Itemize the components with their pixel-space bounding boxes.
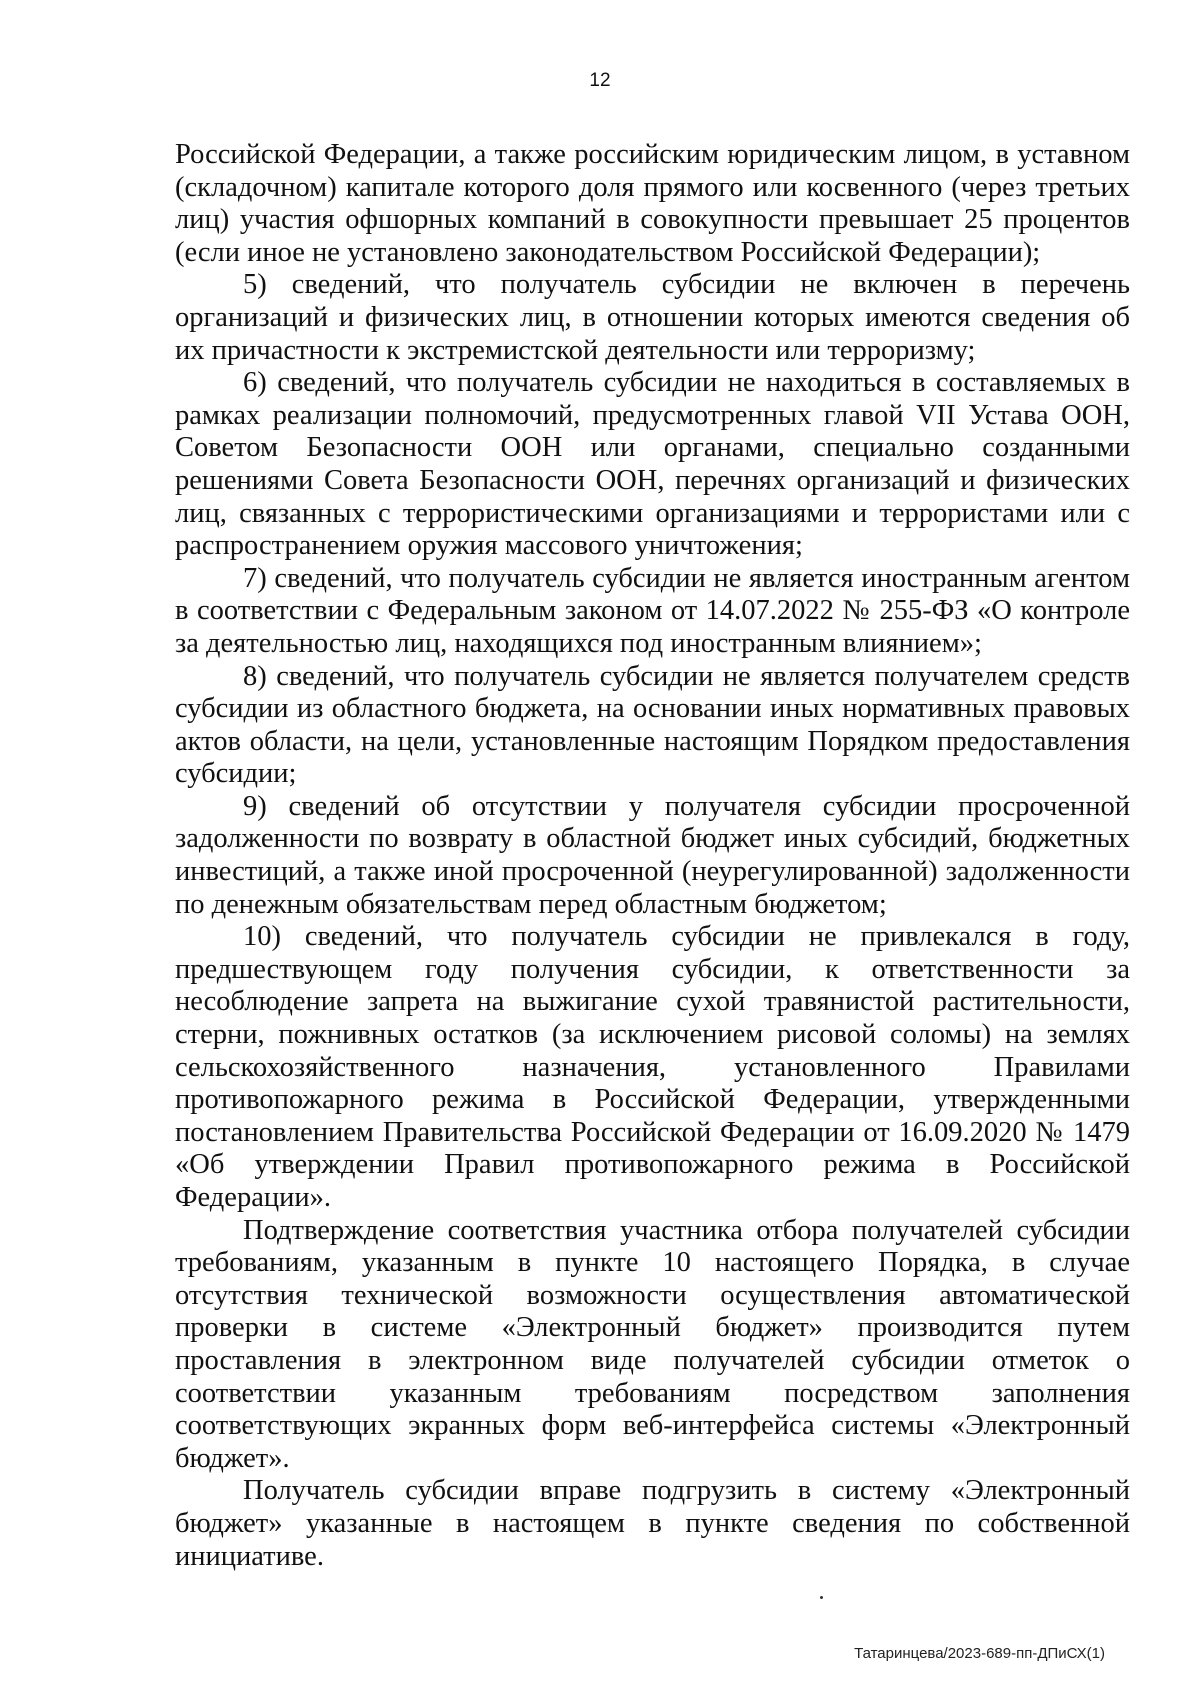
paragraph-confirmation: Подтверждение соответствия участника отбора получателей субсидии требованиям, указанным в пункте 10 настоящего Порядка, в случае отсутствия технической возможности осуществления автоматической проверки в системе «Электронный бюджет» производится путем проставления в электронном виде получателей субсидии отметок о соответствии указанным требованиям посредством заполнения соответствующих экранных форм веб-интерфейса системы «Электронный бюджет». <box>175 1214 1130 1474</box>
paragraph-item-10: 10) сведений, что получатель субсидии не привлекался в году, предшествующем году получения субсидии, к ответственности за несоблюдение запрета на выжигание сухой травянистой растительности, стерни, пожнивных остатков (за исключением рисовой соломы) на землях сельскохозяйственного назначения, установленного Правилами противопожарного режима в Российской Федерации, утвержденными постановлением Правительства Российской Федерации от 16.09.2020 № 1479 «Об утверждении Правил противопожарного режима в Российской Федерации». <box>175 921 1130 1213</box>
page-number: 12 <box>589 70 611 91</box>
paragraph-item-6: 6) сведений, что получатель субсидии не находиться в составляемых в рамках реализации полномочий, предусмотренных главой VII Устава ООН, Советом Безопасности ООН или органами, специально созданными решениями Совета Безопасности ООН, перечнях организаций и физических лиц, связанных с террористическими организациями и террористами или с распространением оружия массового уничтожения; <box>175 367 1130 562</box>
paragraph-initiative: Получатель субсидии вправе подгрузить в систему «Электронный бюджет» указанные в настоящем в пункте сведения по собственной инициативе. <box>175 1475 1130 1572</box>
footer-document-code: Татаринцева/2023-689-пп-ДПиСХ(1) <box>854 1645 1105 1662</box>
scan-dot-mark <box>820 1596 823 1599</box>
paragraph-item-5: 5) сведений, что получатель субсидии не включен в перечень организаций и физических лиц, в отношении которых имеются сведения об их причастности к экстремистской деятельности или терроризму; <box>175 269 1130 366</box>
paragraph-continuation: Российской Федерации, а также российским юридическим лицом, в уставном (складочном) капитале которого доля прямого или косвенного (через третьих лиц) участия офшорных компаний в совокупности превышает 25 процентов (если иное не установлено законодательством Российской Федерации); <box>175 139 1130 268</box>
paragraph-item-7: 7) сведений, что получатель субсидии не является иностранным агентом в соответствии с Федеральным законом от 14.07.2022 № 255-ФЗ «О контроле за деятельностью лиц, находящихся под иностранным влиянием»; <box>175 562 1130 659</box>
document-body <box>175 139 1130 1573</box>
paragraph-item-8: 8) сведений, что получатель субсидии не является получателем средств субсидии из областного бюджета, на основании иных нормативных правовых актов области, на цели, установленные настоящим Порядком предоставления субсидии; <box>175 660 1130 790</box>
paragraph-item-9: 9) сведений об отсутствии у получателя субсидии просроченной задолженности по возврату в областной бюджет иных субсидий, бюджетных инвестиций, а также иной просроченной (неурегулированной) задолженности по денежным обязательствам перед областным бюджетом; <box>175 790 1130 920</box>
